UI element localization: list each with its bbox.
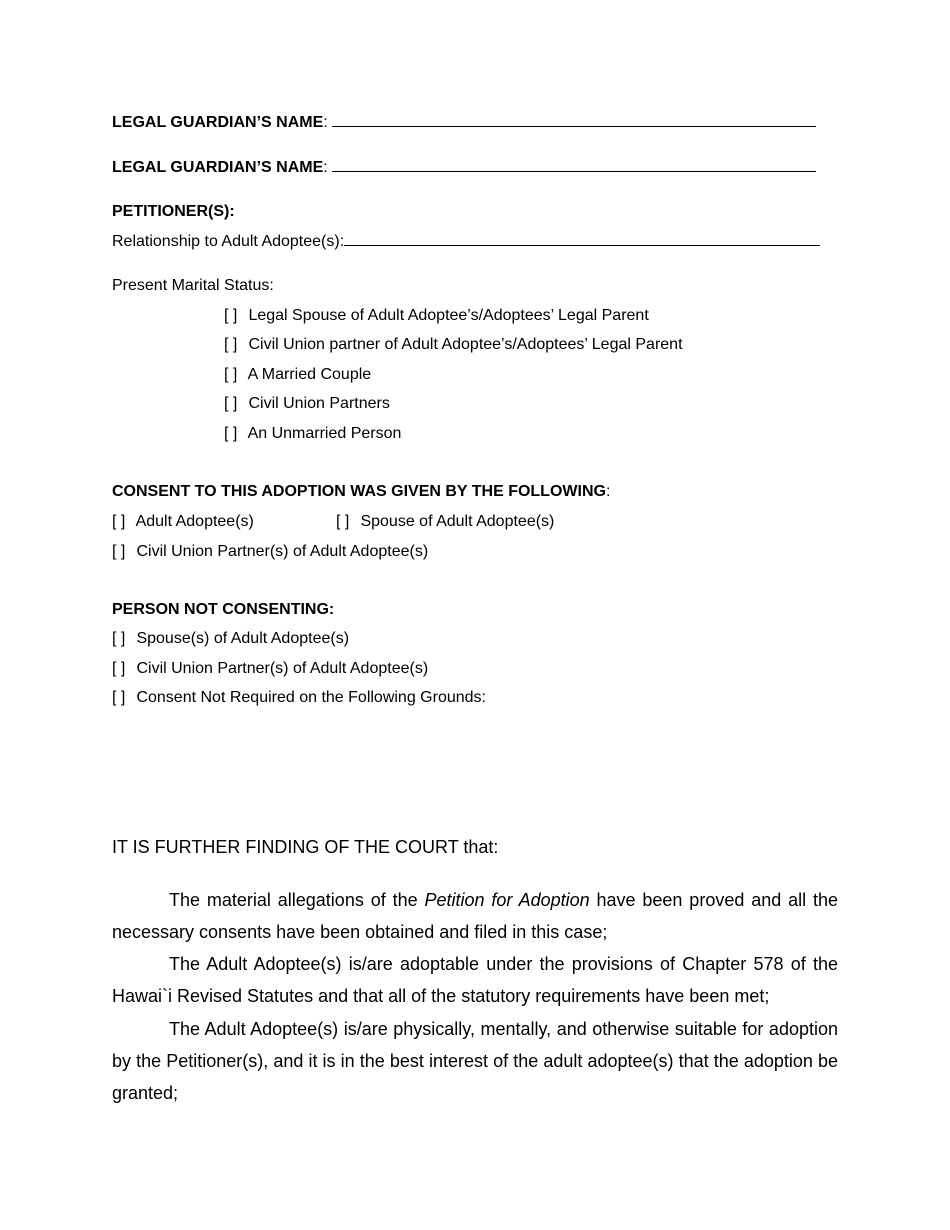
guardian-name-field[interactable] bbox=[332, 157, 816, 172]
consent-heading: CONSENT TO THIS ADOPTION WAS GIVEN BY THE FOLLOWING bbox=[112, 483, 606, 500]
checkbox[interactable]: [ ] bbox=[224, 395, 238, 412]
marital-option[interactable]: [ ] A Married Couple bbox=[224, 366, 372, 383]
finding-paragraph-1: The material allegations of the Petition for Adoption have been proved and all the necessary consents have been obtained and filed in this case; bbox=[112, 890, 839, 942]
relationship-row bbox=[112, 231, 820, 252]
findings-heading: IT IS FURTHER FINDING OF THE COURT that: bbox=[112, 837, 499, 857]
checkbox[interactable]: [ ] bbox=[224, 307, 238, 324]
marital-option[interactable]: [ ] An Unmarried Person bbox=[224, 425, 402, 442]
relationship-field[interactable] bbox=[344, 231, 820, 246]
marital-option[interactable]: [ ] Civil Union partner of Adult Adoptee’s/Adoptees’ Legal Parent bbox=[224, 336, 683, 353]
not-consenting-option[interactable]: [ ] Civil Union Partner(s) of Adult Adoptee(s) bbox=[112, 660, 429, 677]
guardian-name-label: LEGAL GUARDIAN’S NAME bbox=[112, 114, 324, 131]
checkbox[interactable]: [ ] bbox=[112, 630, 126, 647]
consent-option[interactable]: [ ] Adult Adoptee(s) bbox=[112, 513, 254, 530]
petition-title: Petition for Adoption bbox=[424, 890, 590, 910]
relationship-label: Relationship to Adult Adoptee(s): bbox=[112, 233, 345, 250]
consent-option[interactable]: [ ] Spouse of Adult Adoptee(s) bbox=[336, 513, 555, 530]
checkbox[interactable]: [ ] bbox=[224, 366, 238, 383]
checkbox[interactable]: [ ] bbox=[112, 513, 126, 530]
not-consenting-heading: PERSON NOT CONSENTING: bbox=[112, 601, 335, 618]
guardian-name-row-2: LEGAL GUARDIAN’S NAME: bbox=[112, 157, 816, 178]
checkbox[interactable]: [ ] bbox=[112, 689, 126, 706]
not-consenting-option[interactable]: [ ] Spouse(s) of Adult Adoptee(s) bbox=[112, 630, 350, 647]
not-consenting-option[interactable]: [ ] Consent Not Required on the Following Grounds: bbox=[112, 689, 486, 706]
checkbox[interactable]: [ ] bbox=[112, 543, 126, 560]
guardian-name-field[interactable] bbox=[332, 112, 816, 127]
marital-option[interactable]: [ ] Legal Spouse of Adult Adoptee’s/Adoptees’ Legal Parent bbox=[224, 307, 649, 324]
checkbox[interactable]: [ ] bbox=[336, 513, 350, 530]
guardian-name-row-1: LEGAL GUARDIAN’S NAME: bbox=[112, 112, 816, 133]
guardian-name-label: LEGAL GUARDIAN’S NAME bbox=[112, 159, 324, 176]
checkbox[interactable]: [ ] bbox=[112, 660, 126, 677]
finding-paragraph-3: The Adult Adoptee(s) is/are physically, mentally, and otherwise suitable for adoption by the Petitioner(s), and it is in the best interest of the adult adoptee(s) that the adoption be granted; bbox=[112, 1019, 838, 1103]
marital-option[interactable]: [ ] Civil Union Partners bbox=[224, 395, 390, 412]
marital-status-label: Present Marital Status: bbox=[112, 277, 274, 294]
consent-heading-row: CONSENT TO THIS ADOPTION WAS GIVEN BY THE FOLLOWING: bbox=[112, 483, 611, 500]
finding-paragraph-2: The Adult Adoptee(s) is/are adoptable under the provisions of Chapter 578 of the Hawai`i Revised Statutes and that all of the statutory requirements have been met; bbox=[112, 954, 838, 1006]
checkbox[interactable]: [ ] bbox=[224, 336, 238, 353]
petitioners-heading: PETITIONER(S): bbox=[112, 203, 235, 220]
checkbox[interactable]: [ ] bbox=[224, 425, 238, 442]
consent-option[interactable]: [ ] Civil Union Partner(s) of Adult Adoptee(s) bbox=[112, 543, 429, 560]
